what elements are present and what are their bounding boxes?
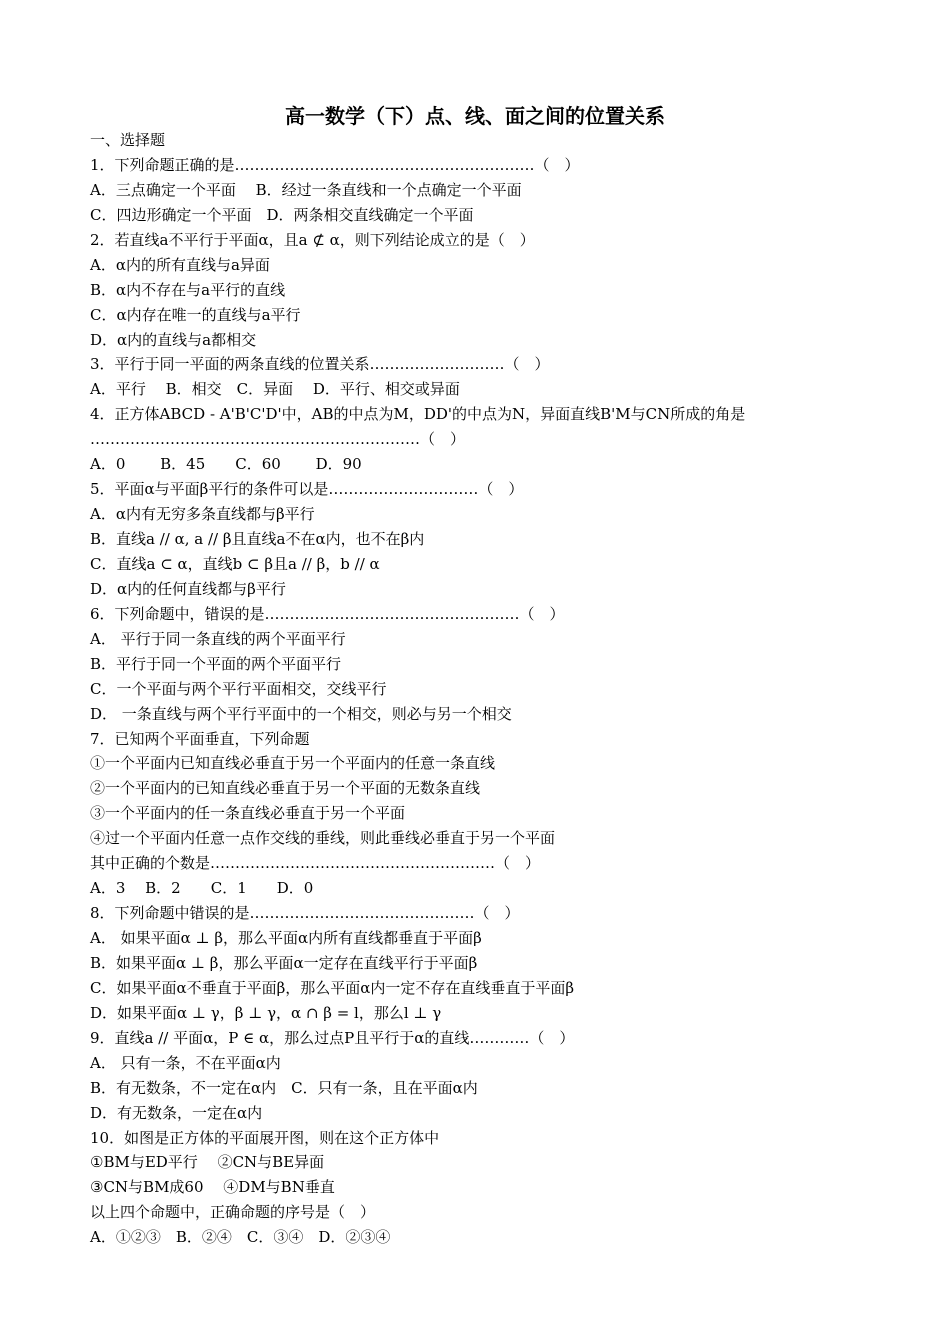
document-body [90,128,880,1250]
question-9-option-a: A． 只有一条，不在平面α内 [90,1053,281,1072]
question-6-option-b: B．平行于同一个平面的两个平面平行 [90,654,342,673]
question-2-option-c: C．α内存在唯一的直线与a平行 [90,305,301,324]
question-7-options: A．3 B．2 C．1 D．0 [90,879,314,898]
section-heading: 一、选择题 [90,131,166,149]
question-4-options: A．0 B．45 C．60 D．90 [90,455,362,474]
question-8-option-d: D．如果平面α ⊥ γ，β ⊥ γ，α ∩ β = l，那么l ⊥ γ [90,1003,442,1022]
question-6-option-d: D． 一条直线与两个平行平面中的一个相交，则必与另一个相交 [90,704,512,723]
question-2: 2．若直线a不平行于平面α，且a ⊄ α，则下列结论成立的是（ ） [90,230,535,249]
question-6-option-a: A． 平行于同一条直线的两个平面平行 [90,629,346,648]
question-10-options: A．①②③ B．②④ C．③④ D．②③④ [90,1228,391,1247]
question-8-option-c: C．如果平面α不垂直于平面β，那么平面α内一定不存在直线垂直于平面β [90,978,575,997]
question-9-options-bc: B．有无数条，不一定在α内 C．只有一条，且在平面α内 [90,1078,478,1097]
question-8-option-a: A． 如果平面α ⊥ β，那么平面α内所有直线都垂直于平面β [90,929,482,947]
question-8-option-b: B．如果平面α ⊥ β，那么平面α一定存在直线平行于平面β [90,953,478,972]
question-3: 3．平行于同一平面的两条直线的位置关系………………………（ ） [90,355,550,374]
question-1: 1．下列命题正确的是……………………………………………………（ ） [90,155,580,174]
question-10-prompt: 以上四个命题中，正确命题的序号是（ ） [90,1203,376,1222]
question-10: 10．如图是正方体的平面展开图，则在这个正方体中 [90,1128,440,1147]
question-10-statements-34: ③CN与BM成60 ④DM与BN垂直 [90,1178,335,1197]
question-9: 9．直线a // 平面α，P ∈ α，那么过点P且平行于α的直线…………（ ） [90,1028,575,1047]
question-7-statement-3: ③一个平面内的任一条直线必垂直于另一个平面 [90,804,406,823]
question-6: 6．下列命题中，错误的是……………………………………………（ ） [90,604,565,623]
question-2-option-d: D．α内的直线与a都相交 [90,330,257,349]
question-7-statement-2: ②一个平面内的已知直线必垂直于另一个平面的无数条直线 [90,779,481,798]
question-7-statement-4: ④过一个平面内任意一点作交线的垂线，则此垂线必垂直于另一个平面 [90,829,556,848]
question-1-options-ab: A．三点确定一个平面 B．经过一条直线和一个点确定一个平面 [90,180,522,199]
question-3-options: A．平行 B．相交 C．异面 D．平行、相交或异面 [90,380,460,399]
question-7: 7．已知两个平面垂直，下列命题 [90,729,310,748]
question-5-option-b: B．直线a // α, a // β且直线a不在α内，也不在β内 [90,530,425,548]
question-5-option-d: D．α内的任何直线都与β平行 [90,579,286,598]
question-7-prompt: 其中正确的个数是…………………………………………………（ ） [90,854,541,873]
question-7-statement-1: ①一个平面内已知直线必垂直于另一个平面内的任意一条直线 [90,754,496,773]
question-1-options-cd: C．四边形确定一个平面 D．两条相交直线确定一个平面 [90,205,474,224]
question-5-option-c: C．直线a ⊂ α，直线b ⊂ β且a // β，b // α [90,554,380,573]
question-9-option-d: D．有无数条，一定在α内 [90,1103,263,1122]
question-5-option-a: A．α内有无穷多条直线都与β平行 [90,505,315,524]
question-2-option-b: B．α内不存在与a平行的直线 [90,280,286,299]
question-4: 4．正方体ABCD - A'B'C'D'中，AB的中点为M，DD'的中点为N，异面直线B'M与CN所成的角是 [90,405,746,424]
question-8: 8．下列命题中错误的是………………………………………（ ） [90,904,520,923]
question-5: 5．平面α与平面β平行的条件可以是…………………………（ ） [90,480,524,499]
page-title: 高一数学（下）点、线、面之间的位置关系 [285,104,665,128]
question-2-option-a: A．α内的所有直线与a异面 [90,255,270,274]
question-4-continued: …………………………………………………………（ ） [90,430,466,449]
question-6-option-c: C．一个平面与两个平行平面相交，交线平行 [90,679,387,698]
question-10-statements-12: ①BM与ED平行 ②CN与BE异面 [90,1153,325,1172]
